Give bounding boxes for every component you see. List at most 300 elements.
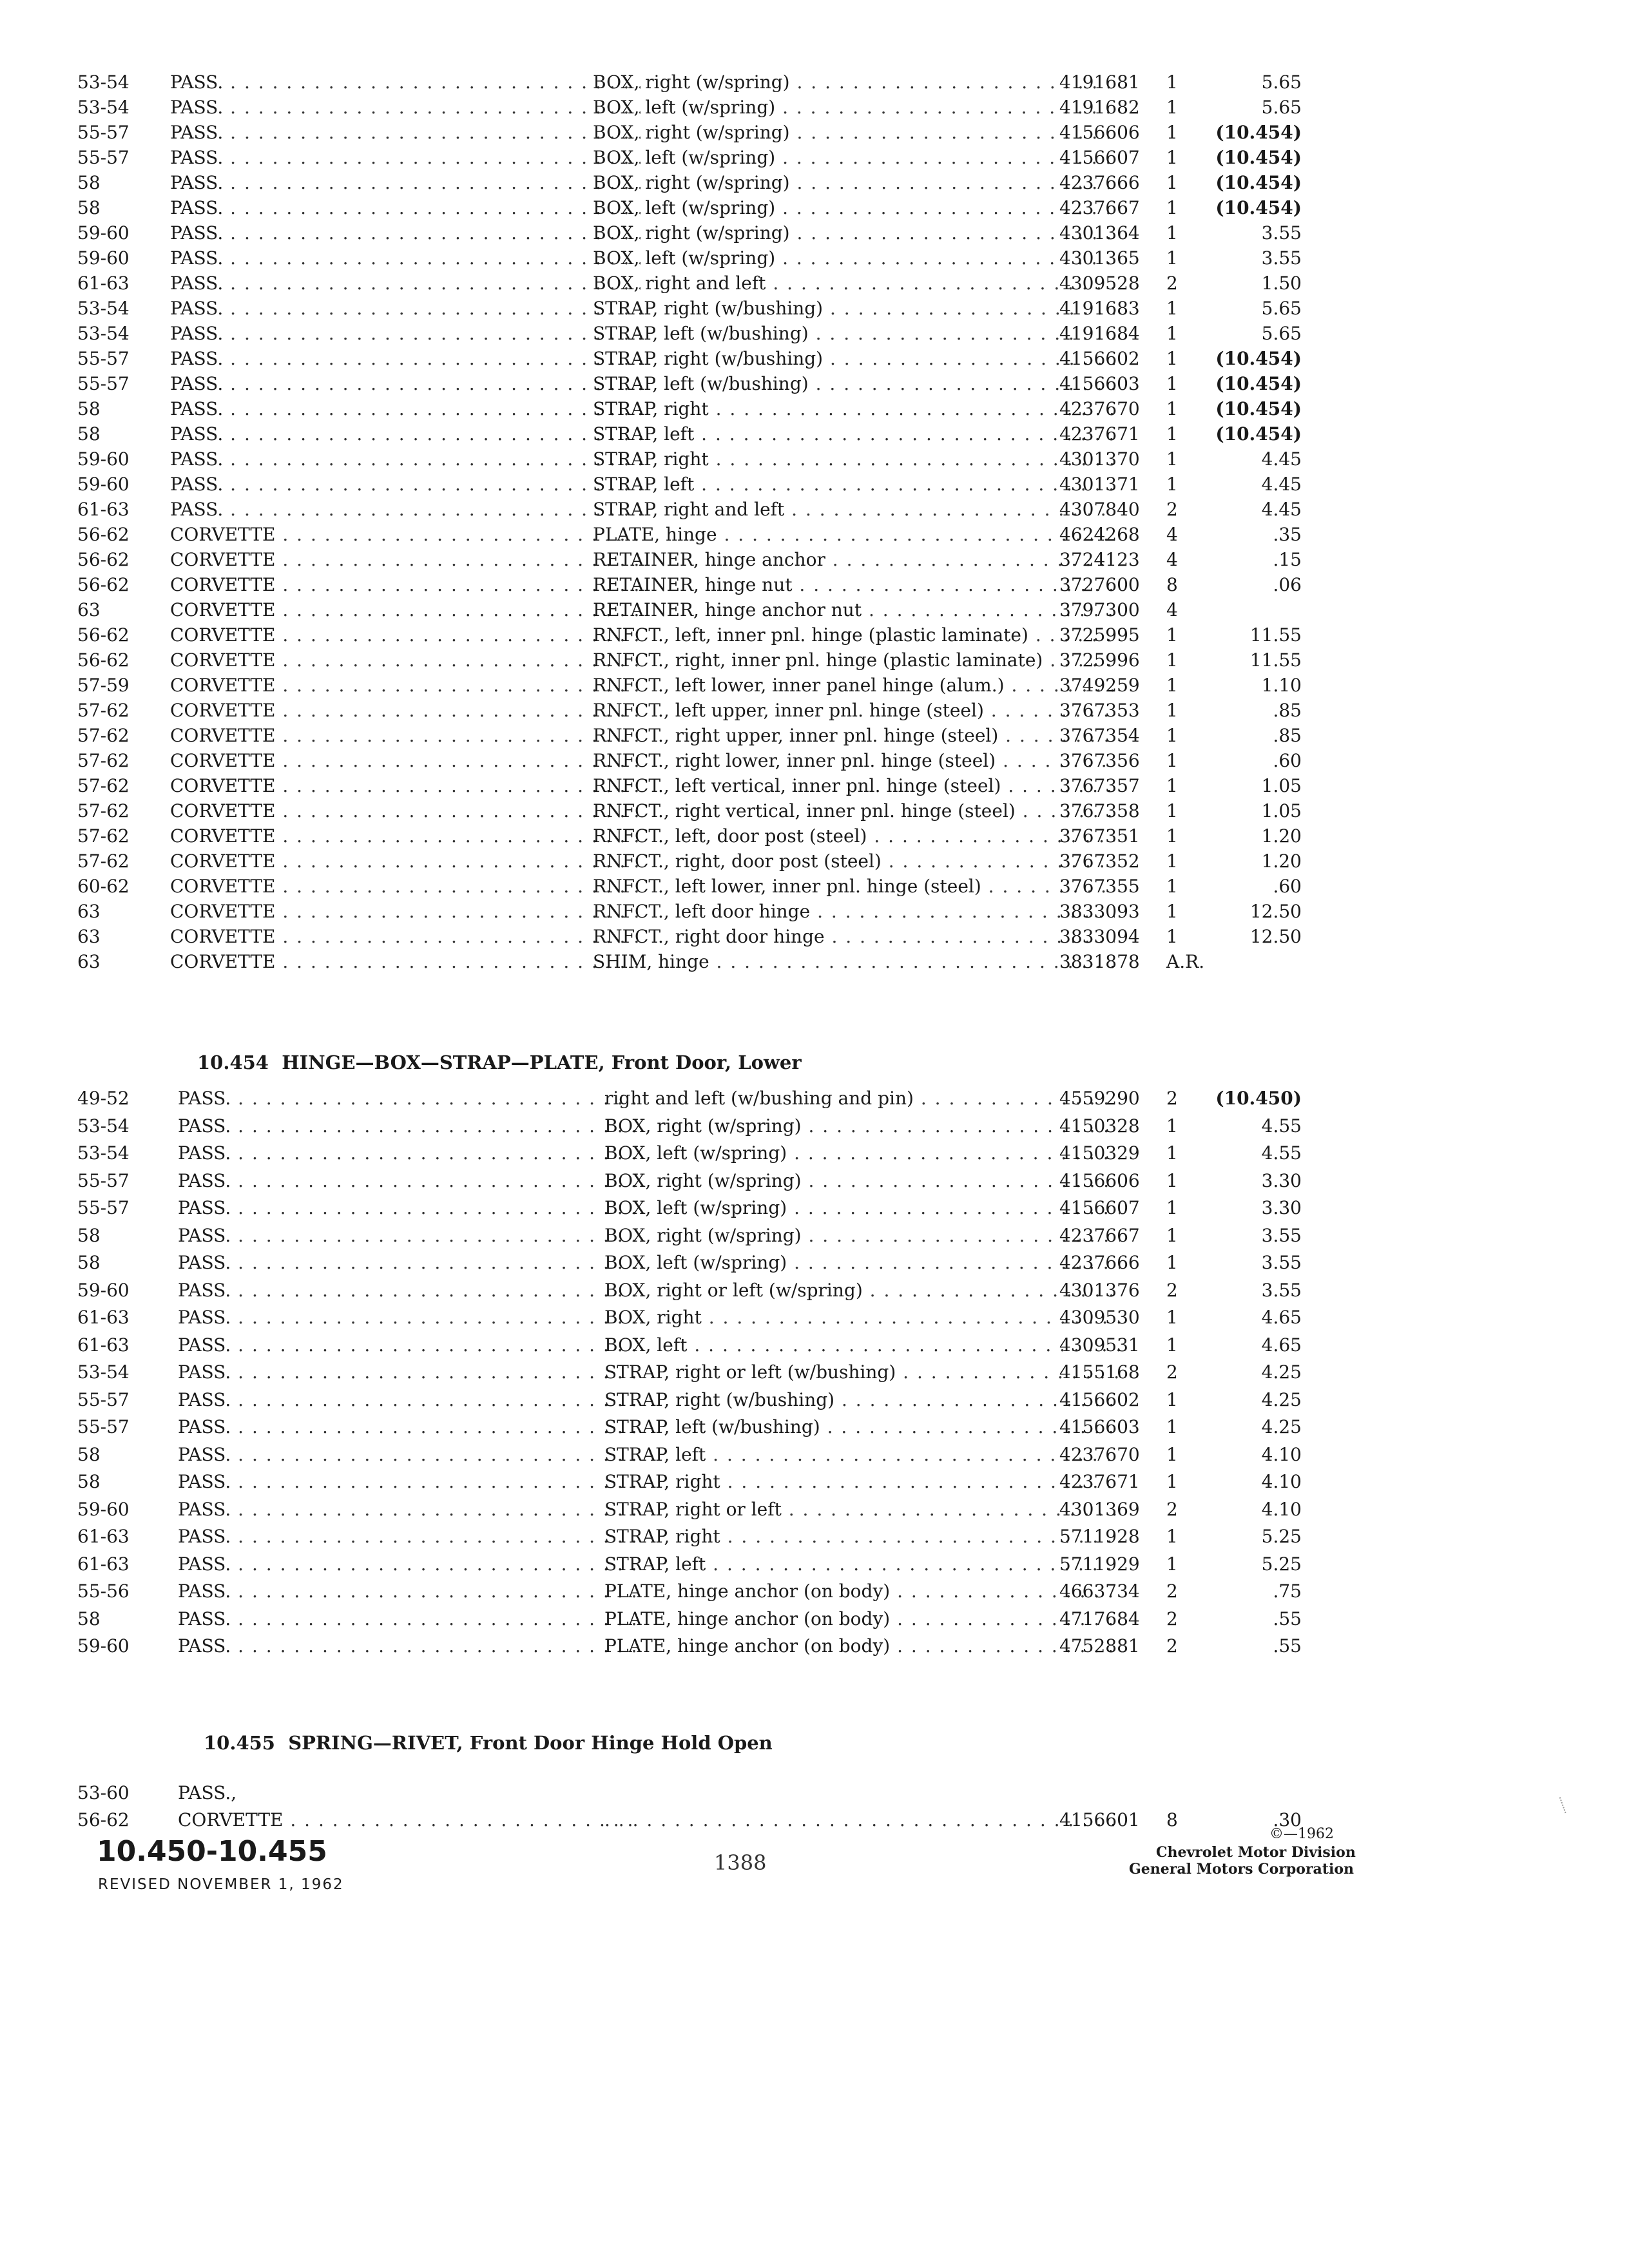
description-cell: PLATE, hinge anchor (on body) . . . bbox=[604, 1578, 1120, 1606]
part-number-cell: 4156607 bbox=[1059, 147, 1140, 168]
table-row bbox=[77, 371, 1308, 396]
description-cell: BOX, left (w/spring) . . . bbox=[593, 245, 1115, 271]
part-number-cell: 4237670 bbox=[1059, 1443, 1140, 1465]
quantity-cell: 1 bbox=[1166, 172, 1178, 193]
quantity-cell: 1 bbox=[1166, 901, 1178, 922]
description-cell: PLATE, hinge anchor (on body) . . . bbox=[604, 1633, 1120, 1660]
description-cell: RNFCT., right door hinge . . . bbox=[593, 924, 1115, 949]
part-number-cell: 4237667 bbox=[1059, 197, 1140, 218]
section-number: 10.454 bbox=[197, 1052, 269, 1073]
table-row bbox=[77, 421, 1308, 447]
model-cell: CORVETTE . . . bbox=[170, 849, 641, 874]
price-cell: .30 bbox=[1273, 1809, 1302, 1831]
model-cell: PASS. . . . bbox=[178, 1387, 642, 1414]
part-number-cell: 4150328 bbox=[1059, 1115, 1140, 1137]
table-row bbox=[77, 1168, 1308, 1195]
table-row bbox=[77, 622, 1308, 648]
price-cell: 5.65 bbox=[1261, 298, 1302, 319]
model-cell: PASS. . . . bbox=[170, 396, 641, 421]
quantity-cell: 2 bbox=[1166, 1635, 1178, 1657]
quantity-cell: 1 bbox=[1166, 448, 1178, 470]
table-row bbox=[77, 648, 1308, 673]
model-cell: PASS. . . . bbox=[170, 95, 641, 120]
model-cell: PASS. . . . bbox=[170, 321, 641, 346]
price-cell: (10.454) bbox=[1215, 423, 1302, 445]
price-cell: 4.25 bbox=[1261, 1389, 1302, 1410]
model-cell: PASS. . . . bbox=[170, 497, 641, 522]
part-number-cell: 3767352 bbox=[1059, 850, 1140, 872]
quantity-cell: 1 bbox=[1166, 1252, 1178, 1273]
description-cell bbox=[604, 1807, 1120, 1834]
price-cell: .15 bbox=[1273, 549, 1302, 570]
table-row bbox=[77, 1113, 1308, 1140]
quantity-cell: 1 bbox=[1166, 72, 1178, 93]
year-cell: 58 bbox=[77, 423, 101, 445]
description-cell: BOX, right (w/spring) . . . bbox=[604, 1168, 1120, 1195]
year-cell: 57-59 bbox=[77, 675, 130, 696]
page-number: 1388 bbox=[714, 1850, 767, 1875]
description-cell: BOX, left (w/spring) . . . bbox=[604, 1249, 1120, 1277]
quantity-cell: 4 bbox=[1166, 599, 1178, 620]
price-cell: 4.55 bbox=[1261, 1115, 1302, 1137]
description-cell: RNFCT., left lower, inner pnl. hinge (steel) . . . bbox=[593, 874, 1115, 899]
part-number-cell: 3767351 bbox=[1059, 825, 1140, 847]
description-cell: BOX, right (w/spring) . . . bbox=[604, 1222, 1120, 1250]
quantity-cell: 1 bbox=[1166, 298, 1178, 319]
part-number-cell: 3767358 bbox=[1059, 800, 1140, 822]
year-cell: 63 bbox=[77, 901, 101, 922]
description-cell: BOX, right (w/spring) . . . bbox=[593, 120, 1115, 145]
quantity-cell: 1 bbox=[1166, 222, 1178, 244]
model-cell: PASS. . . . bbox=[170, 170, 641, 195]
model-cell: PASS. . . . bbox=[178, 1332, 642, 1360]
part-number-cell: 3767354 bbox=[1059, 725, 1140, 746]
model-cell: CORVETTE . . . bbox=[170, 698, 641, 723]
description-cell: BOX, left (w/spring) . . . bbox=[604, 1140, 1120, 1168]
price-cell: 1.05 bbox=[1261, 775, 1302, 796]
table-row bbox=[77, 522, 1308, 547]
price-cell: 4.45 bbox=[1261, 499, 1302, 520]
part-number-cell: 4156602 bbox=[1059, 1389, 1140, 1410]
model-cell: PASS. . . . bbox=[178, 1633, 642, 1660]
part-number-cell: 3767356 bbox=[1059, 750, 1140, 771]
part-number-cell: 4237666 bbox=[1059, 172, 1140, 193]
table-row bbox=[77, 1523, 1308, 1551]
model-cell: PASS. . . . bbox=[178, 1249, 642, 1277]
price-cell: (10.454) bbox=[1215, 147, 1302, 168]
part-number-cell: 4301369 bbox=[1059, 1498, 1140, 1520]
year-cell: 59-60 bbox=[77, 1498, 130, 1520]
table-row bbox=[77, 748, 1308, 773]
quantity-cell: 2 bbox=[1166, 1608, 1178, 1629]
table-row bbox=[77, 1780, 1308, 1807]
description-cell: RNFCT., left, inner pnl. hinge (plastic laminate) . . . bbox=[593, 622, 1115, 648]
part-number-cell: 4156607 bbox=[1059, 1197, 1140, 1218]
description-cell: RNFCT., right vertical, inner pnl. hinge (steel) . . . bbox=[593, 798, 1115, 823]
table-row bbox=[77, 1468, 1308, 1496]
part-number-cell: 4309528 bbox=[1059, 273, 1140, 294]
description-cell: BOX, right (w/spring) . . . bbox=[604, 1113, 1120, 1140]
description-cell: STRAP, right (w/bushing) . . . bbox=[593, 346, 1115, 371]
model-cell: PASS. . . . bbox=[178, 1277, 642, 1305]
price-cell: 4.10 bbox=[1261, 1471, 1302, 1492]
model-cell: PASS. . . . bbox=[178, 1496, 642, 1524]
description-cell: RNFCT., left, door post (steel) . . . bbox=[593, 823, 1115, 849]
year-cell: 58 bbox=[77, 1471, 101, 1492]
part-number-cell: 4191684 bbox=[1059, 323, 1140, 344]
quantity-cell: 1 bbox=[1166, 1169, 1178, 1191]
copyright-notice: ©—1962 bbox=[1269, 1826, 1334, 1842]
quantity-cell: 2 bbox=[1166, 1581, 1178, 1602]
quantity-cell: 1 bbox=[1166, 147, 1178, 168]
year-cell: 57-62 bbox=[77, 825, 130, 847]
table-row bbox=[77, 346, 1308, 371]
table-row bbox=[77, 1496, 1308, 1524]
description-cell: SHIM, hinge . . . bbox=[593, 949, 1115, 974]
part-number-cell: 3833094 bbox=[1059, 926, 1140, 947]
model-cell: PASS. . . . bbox=[170, 70, 641, 95]
model-cell: PASS. . . . bbox=[170, 245, 641, 271]
price-cell: 1.20 bbox=[1261, 850, 1302, 872]
table-row bbox=[77, 849, 1308, 874]
table-row bbox=[77, 874, 1308, 899]
table-row bbox=[77, 899, 1308, 924]
year-cell: 61-63 bbox=[77, 1526, 130, 1547]
table-row bbox=[77, 1807, 1308, 1834]
model-cell: CORVETTE . . . bbox=[170, 572, 641, 597]
publisher-division: Chevrolet Motor Division bbox=[1156, 1844, 1356, 1861]
price-cell: 3.55 bbox=[1261, 1224, 1302, 1246]
quantity-cell: 2 bbox=[1166, 1361, 1178, 1383]
model-cell: PASS. . . . bbox=[170, 346, 641, 371]
quantity-cell: 1 bbox=[1166, 825, 1178, 847]
part-number-cell: 4752881 bbox=[1059, 1635, 1140, 1657]
price-cell: 12.50 bbox=[1249, 926, 1302, 947]
revision-date: REVISED NOVEMBER 1, 1962 bbox=[98, 1876, 344, 1893]
model-cell: PASS. . . . bbox=[170, 447, 641, 472]
part-number-cell: 4307840 bbox=[1059, 499, 1140, 520]
year-cell: 57-62 bbox=[77, 775, 130, 796]
quantity-cell: 1 bbox=[1166, 850, 1178, 872]
quantity-cell: 1 bbox=[1166, 926, 1178, 947]
part-number-cell: 4237666 bbox=[1059, 1252, 1140, 1273]
part-number-cell: 4624268 bbox=[1059, 524, 1140, 545]
quantity-cell: 2 bbox=[1166, 1498, 1178, 1520]
year-cell: 56-62 bbox=[77, 549, 130, 570]
part-number-cell: 3727600 bbox=[1059, 574, 1140, 595]
part-number-cell: 3749259 bbox=[1059, 675, 1140, 696]
description-cell: BOX, left (w/spring) . . . bbox=[593, 145, 1115, 170]
year-cell: 56-62 bbox=[77, 1809, 130, 1831]
part-number-cell: 4301364 bbox=[1059, 222, 1140, 244]
part-number-cell: 4237671 bbox=[1059, 423, 1140, 445]
year-cell: 53-60 bbox=[77, 1782, 130, 1803]
price-cell: 5.25 bbox=[1261, 1526, 1302, 1547]
model-cell: CORVETTE . . . bbox=[170, 547, 641, 572]
description-cell: STRAP, left . . . bbox=[604, 1441, 1120, 1469]
year-cell: 56-62 bbox=[77, 574, 130, 595]
part-number-cell: 3797300 bbox=[1059, 599, 1140, 620]
year-cell: 55-57 bbox=[77, 147, 130, 168]
year-cell: 58 bbox=[77, 172, 101, 193]
table-row bbox=[77, 447, 1308, 472]
parts-table-10455 bbox=[77, 1780, 1308, 1834]
price-cell: (10.454) bbox=[1215, 348, 1302, 369]
description-cell: RETAINER, hinge nut . . . bbox=[593, 572, 1115, 597]
price-cell: 4.10 bbox=[1261, 1498, 1302, 1520]
table-row bbox=[77, 547, 1308, 572]
year-cell: 53-54 bbox=[77, 323, 130, 344]
year-cell: 55-57 bbox=[77, 1389, 130, 1410]
price-cell: (10.450) bbox=[1215, 1088, 1302, 1109]
model-cell: PASS. . . . bbox=[178, 1523, 642, 1551]
price-cell: (10.454) bbox=[1215, 122, 1302, 143]
price-cell: (10.454) bbox=[1215, 398, 1302, 419]
model-cell: PASS. . . . bbox=[170, 145, 641, 170]
model-cell: PASS. . . . bbox=[178, 1304, 642, 1332]
price-cell: .60 bbox=[1273, 750, 1302, 771]
model-cell: PASS. . . . bbox=[170, 120, 641, 145]
quantity-cell: 1 bbox=[1166, 348, 1178, 369]
table-row bbox=[77, 1441, 1308, 1469]
price-cell: 5.25 bbox=[1261, 1553, 1302, 1575]
price-cell: 4.25 bbox=[1261, 1361, 1302, 1383]
model-cell: CORVETTE . . . bbox=[178, 1807, 642, 1834]
year-cell: 60-62 bbox=[77, 876, 130, 897]
price-cell: 4.45 bbox=[1261, 448, 1302, 470]
price-cell: 1.05 bbox=[1261, 800, 1302, 822]
table-row bbox=[77, 773, 1308, 798]
description-cell: STRAP, left . . . bbox=[593, 421, 1115, 447]
quantity-cell: 1 bbox=[1166, 1115, 1178, 1137]
year-cell: 59-60 bbox=[77, 448, 130, 470]
price-cell: 3.55 bbox=[1261, 222, 1302, 244]
section-title: SPRING—RIVET, Front Door Hinge Hold Open bbox=[288, 1732, 773, 1754]
price-cell: .60 bbox=[1273, 876, 1302, 897]
price-cell: 4.55 bbox=[1261, 1142, 1302, 1164]
price-cell: 11.55 bbox=[1249, 649, 1302, 671]
table-row bbox=[77, 1551, 1308, 1579]
part-number-cell: 3725995 bbox=[1059, 624, 1140, 646]
scan-speck bbox=[1559, 1796, 1569, 1813]
price-cell: 1.10 bbox=[1261, 675, 1302, 696]
description-cell: BOX, right (w/spring) . . . bbox=[593, 70, 1115, 95]
price-cell: 11.55 bbox=[1249, 624, 1302, 646]
description-cell: BOX, right and left . . . bbox=[593, 271, 1115, 296]
year-cell: 61-63 bbox=[77, 1307, 130, 1328]
part-number-cell: 4301370 bbox=[1059, 448, 1140, 470]
description-cell: BOX, right (w/spring) . . . bbox=[593, 170, 1115, 195]
section-heading-10455 bbox=[204, 1732, 773, 1754]
part-number-cell: 4309530 bbox=[1059, 1307, 1140, 1328]
quantity-cell: 2 bbox=[1166, 499, 1178, 520]
description-cell: RNFCT., left upper, inner pnl. hinge (steel) . . . bbox=[593, 698, 1115, 723]
part-number-cell: 4301376 bbox=[1059, 1279, 1140, 1301]
part-number-cell: 5711929 bbox=[1059, 1553, 1140, 1575]
year-cell: 57-62 bbox=[77, 700, 130, 721]
part-number-cell: 4191681 bbox=[1059, 72, 1140, 93]
model-cell: PASS. . . . bbox=[178, 1222, 642, 1250]
part-number-cell: 4663734 bbox=[1059, 1581, 1140, 1602]
description-cell: PLATE, hinge . . . bbox=[593, 522, 1115, 547]
table-row bbox=[77, 949, 1308, 974]
price-cell: .75 bbox=[1273, 1581, 1302, 1602]
description-cell: STRAP, right . . . bbox=[604, 1468, 1120, 1496]
year-cell: 63 bbox=[77, 599, 101, 620]
price-cell: 4.65 bbox=[1261, 1334, 1302, 1356]
description-cell: BOX, right (w/spring) . . . bbox=[593, 220, 1115, 245]
quantity-cell: 1 bbox=[1166, 197, 1178, 218]
quantity-cell: 1 bbox=[1166, 373, 1178, 394]
table-row bbox=[77, 396, 1308, 421]
part-number-cell: 4237667 bbox=[1059, 1224, 1140, 1246]
model-cell: PASS., bbox=[178, 1782, 237, 1803]
table-row bbox=[77, 1277, 1308, 1305]
model-cell: CORVETTE . . . bbox=[170, 949, 641, 974]
table-row bbox=[77, 1249, 1308, 1277]
table-row bbox=[77, 120, 1308, 145]
model-cell: PASS. . . . bbox=[178, 1578, 642, 1606]
year-cell: 55-57 bbox=[77, 1197, 130, 1218]
table-row bbox=[77, 220, 1308, 245]
table-row bbox=[77, 145, 1308, 170]
price-cell: 5.65 bbox=[1261, 72, 1302, 93]
model-cell: PASS. . . . bbox=[178, 1414, 642, 1441]
part-number-cell: 4301371 bbox=[1059, 474, 1140, 495]
quantity-cell: 1 bbox=[1166, 1443, 1178, 1465]
parts-table-top bbox=[77, 70, 1308, 974]
year-cell: 63 bbox=[77, 926, 101, 947]
quantity-cell: 1 bbox=[1166, 323, 1178, 344]
table-row bbox=[77, 1359, 1308, 1387]
publisher-corporation: General Motors Corporation bbox=[1129, 1861, 1354, 1878]
table-row bbox=[77, 1304, 1308, 1332]
price-cell: (10.454) bbox=[1215, 197, 1302, 218]
model-cell: CORVETTE . . . bbox=[170, 899, 641, 924]
year-cell: 59-60 bbox=[77, 222, 130, 244]
table-row bbox=[77, 95, 1308, 120]
part-number-cell: 3724123 bbox=[1059, 549, 1140, 570]
part-number-cell: 3833093 bbox=[1059, 901, 1140, 922]
year-cell: 53-54 bbox=[77, 97, 130, 118]
year-cell: 53-54 bbox=[77, 1361, 130, 1383]
part-number-cell: 4150329 bbox=[1059, 1142, 1140, 1164]
quantity-cell: 1 bbox=[1166, 876, 1178, 897]
price-cell: .85 bbox=[1273, 700, 1302, 721]
model-cell: PASS. . . . bbox=[170, 195, 641, 220]
section-title: HINGE—BOX—STRAP—PLATE, Front Door, Lower bbox=[282, 1052, 802, 1073]
model-cell: PASS. . . . bbox=[170, 371, 641, 396]
description-cell: BOX, left . . . bbox=[604, 1332, 1120, 1360]
part-number-cell: 4156601 bbox=[1059, 1809, 1140, 1831]
table-row bbox=[77, 1387, 1308, 1414]
model-cell: PASS. . . . bbox=[178, 1551, 642, 1579]
model-cell: CORVETTE . . . bbox=[170, 773, 641, 798]
model-cell: PASS. . . . bbox=[178, 1085, 642, 1113]
description-cell: STRAP, left (w/bushing) . . . bbox=[593, 371, 1115, 396]
description-cell: BOX, right or left (w/spring) . . . bbox=[604, 1277, 1120, 1305]
year-cell: 61-63 bbox=[77, 1553, 130, 1575]
quantity-cell: 1 bbox=[1166, 97, 1178, 118]
table-row bbox=[77, 1606, 1308, 1633]
description-cell: STRAP, left (w/bushing) . . . bbox=[604, 1414, 1120, 1441]
description-cell: STRAP, left . . . bbox=[604, 1551, 1120, 1579]
model-cell: CORVETTE . . . bbox=[170, 597, 641, 622]
price-cell: 5.65 bbox=[1261, 97, 1302, 118]
part-number-cell: 4309531 bbox=[1059, 1334, 1140, 1356]
description-cell: RETAINER, hinge anchor . . . bbox=[593, 547, 1115, 572]
description-cell: RNFCT., left vertical, inner pnl. hinge (steel) . . . bbox=[593, 773, 1115, 798]
quantity-cell: 1 bbox=[1166, 1224, 1178, 1246]
price-cell: 5.65 bbox=[1261, 323, 1302, 344]
table-row bbox=[77, 1195, 1308, 1222]
table-row bbox=[77, 1222, 1308, 1250]
part-number-cell: 4237671 bbox=[1059, 1471, 1140, 1492]
year-cell: 59-60 bbox=[77, 1279, 130, 1301]
quantity-cell: 4 bbox=[1166, 549, 1178, 570]
year-cell: 53-54 bbox=[77, 1142, 130, 1164]
table-row bbox=[77, 1414, 1308, 1441]
table-row bbox=[77, 1140, 1308, 1168]
year-cell: 58 bbox=[77, 1443, 101, 1465]
part-number-cell: 3767357 bbox=[1059, 775, 1140, 796]
quantity-cell: 1 bbox=[1166, 1334, 1178, 1356]
description-cell: STRAP, right (w/bushing) . . . bbox=[604, 1387, 1120, 1414]
quantity-cell: 1 bbox=[1166, 725, 1178, 746]
table-row bbox=[77, 723, 1308, 748]
table-row bbox=[77, 70, 1308, 95]
quantity-cell: 1 bbox=[1166, 1197, 1178, 1218]
table-row bbox=[77, 673, 1308, 698]
quantity-cell: 1 bbox=[1166, 122, 1178, 143]
description-cell: RETAINER, hinge anchor nut . . . bbox=[593, 597, 1115, 622]
model-cell: CORVETTE . . . bbox=[170, 798, 641, 823]
quantity-cell: 1 bbox=[1166, 423, 1178, 445]
description-cell: STRAP, right . . . bbox=[604, 1523, 1120, 1551]
model-cell: PASS. . . . bbox=[170, 472, 641, 497]
table-row bbox=[77, 823, 1308, 849]
part-number-cell: 5711928 bbox=[1059, 1526, 1140, 1547]
year-cell: 58 bbox=[77, 1252, 101, 1273]
table-row bbox=[77, 296, 1308, 321]
quantity-cell: 1 bbox=[1166, 247, 1178, 269]
description-cell: STRAP, right (w/bushing) . . . bbox=[593, 296, 1115, 321]
description-cell: STRAP, right or left . . . bbox=[604, 1496, 1120, 1524]
year-cell: 55-56 bbox=[77, 1581, 130, 1602]
year-cell: 59-60 bbox=[77, 474, 130, 495]
description-cell: BOX, right . . . bbox=[604, 1304, 1120, 1332]
part-number-cell: 3767355 bbox=[1059, 876, 1140, 897]
model-cell: PASS. . . . bbox=[178, 1441, 642, 1469]
year-cell: 55-57 bbox=[77, 1169, 130, 1191]
parts-table-10454 bbox=[77, 1085, 1308, 1660]
part-number-cell: 3725996 bbox=[1059, 649, 1140, 671]
description-cell: right and left (w/bushing and pin) . . . bbox=[604, 1085, 1120, 1113]
price-cell: 4.10 bbox=[1261, 1443, 1302, 1465]
price-cell: 1.20 bbox=[1261, 825, 1302, 847]
price-cell: 3.55 bbox=[1261, 1252, 1302, 1273]
year-cell: 55-57 bbox=[77, 1416, 130, 1437]
description-cell: RNFCT., right upper, inner pnl. hinge (steel) . . . bbox=[593, 723, 1115, 748]
quantity-cell: 2 bbox=[1166, 1088, 1178, 1109]
year-cell: 57-62 bbox=[77, 800, 130, 822]
description-cell: RNFCT., right, door post (steel) . . . bbox=[593, 849, 1115, 874]
section-number: 10.455 bbox=[204, 1732, 275, 1754]
quantity-cell: A.R. bbox=[1166, 951, 1205, 972]
model-cell: CORVETTE . . . bbox=[170, 723, 641, 748]
description-cell: STRAP, right . . . bbox=[593, 447, 1115, 472]
part-number-cell: 4237670 bbox=[1059, 398, 1140, 419]
